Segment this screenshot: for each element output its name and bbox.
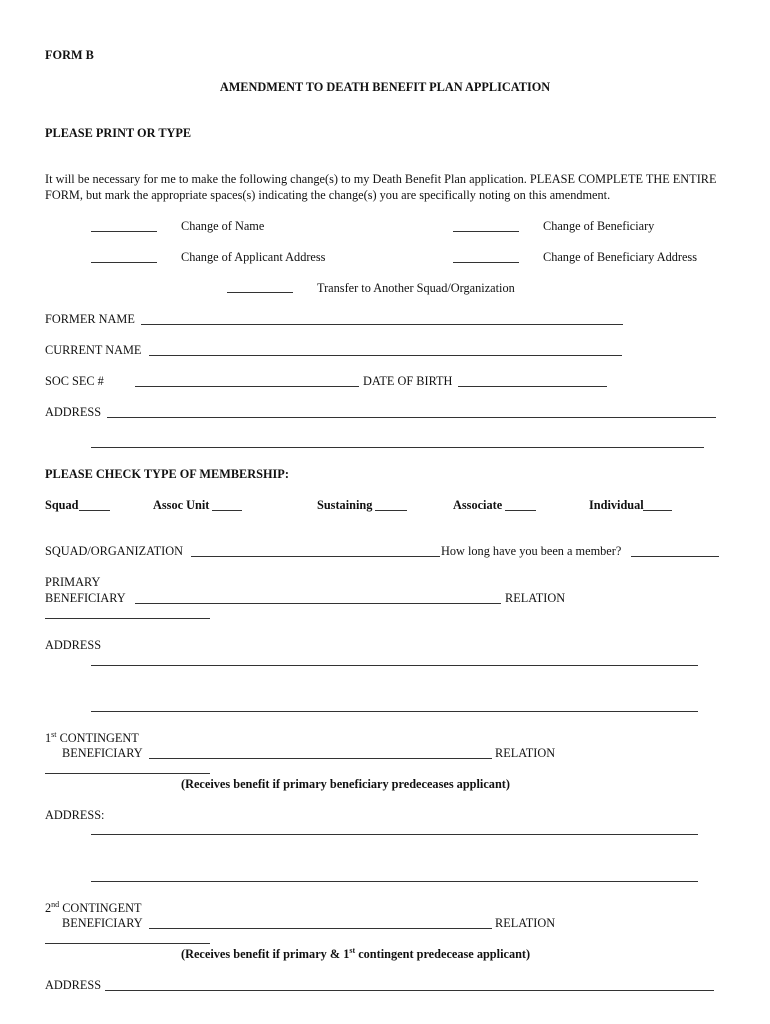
primary-label-line-1: PRIMARY: [45, 575, 101, 589]
contingent-1-beneficiary-field[interactable]: [149, 758, 492, 759]
transfer-checkbox-line[interactable]: [227, 292, 293, 293]
change-beneficiary-checkbox-line[interactable]: [453, 231, 519, 232]
contingent-1-address-field-line-1[interactable]: [91, 834, 698, 835]
contingent-2-address-field[interactable]: [105, 990, 714, 991]
soc-sec-field[interactable]: [135, 386, 359, 387]
member-duration-field[interactable]: [631, 556, 719, 557]
soc-sec-label: SOC SEC #: [45, 374, 104, 388]
membership-assoc-unit-label: Assoc Unit: [153, 498, 210, 512]
contingent-2-relation-label: RELATION: [495, 916, 556, 930]
membership-sustaining-checkbox[interactable]: [375, 510, 407, 511]
address-field-line-2[interactable]: [91, 447, 704, 448]
former-name-field[interactable]: [141, 324, 623, 325]
contingent-2-ordinal: 2: [45, 901, 52, 915]
contingent-2-title: CONTINGENT: [62, 901, 142, 915]
transfer-label: Transfer to Another Squad/Organization: [317, 281, 515, 295]
membership-squad-checkbox[interactable]: [79, 510, 110, 511]
intro-line-1: It will be necessary for me to make the following change(s) to my Death Benefit Plan application. PLEASE COMPLETE THE ENTIRE: [45, 172, 717, 186]
contingent-2-note-sup: st: [349, 946, 356, 955]
membership-associate-label: Associate: [453, 498, 503, 512]
change-applicant-address-label: Change of Applicant Address: [181, 250, 326, 264]
membership-sustaining-label: Sustaining: [317, 498, 373, 512]
contingent-1-address-label: ADDRESS:: [45, 808, 105, 822]
intro-line-2: FORM, but mark the appropriate spaces(s) indicating the change(s) you are specifically noting on this amendment.: [45, 188, 611, 202]
contingent-2-address-label: ADDRESS: [45, 978, 102, 992]
primary-relation-field[interactable]: [45, 618, 210, 619]
membership-individual-checkbox[interactable]: [643, 510, 672, 511]
address-label: ADDRESS: [45, 405, 102, 419]
contingent-1-ordinal: 1: [45, 731, 52, 745]
change-applicant-address-checkbox-line[interactable]: [91, 262, 157, 263]
contingent-2-note: [181, 947, 530, 961]
primary-label-line-2: BENEFICIARY: [45, 591, 126, 605]
date-of-birth-label: DATE OF BIRTH: [363, 374, 453, 388]
contingent-2-note-part-2: contingent predecease applicant): [355, 947, 531, 961]
squad-org-field[interactable]: [191, 556, 440, 557]
change-beneficiary-label: Change of Beneficiary: [543, 219, 655, 233]
contingent-2-beneficiary-field[interactable]: [149, 928, 492, 929]
membership-assoc-unit-checkbox[interactable]: [212, 510, 242, 511]
contingent-1-title: CONTINGENT: [59, 731, 139, 745]
member-duration-label: How long have you been a member?: [441, 544, 622, 558]
primary-address-field-line-2[interactable]: [91, 711, 698, 712]
contingent-1-relation-label: RELATION: [495, 746, 556, 760]
contingent-1-suffix: st: [51, 730, 57, 739]
change-beneficiary-address-label: Change of Beneficiary Address: [543, 250, 698, 264]
contingent-2-beneficiary-label: BENEFICIARY: [62, 916, 143, 930]
contingent-1-note: (Receives benefit if primary beneficiary predeceases applicant): [181, 777, 510, 791]
contingent-2-note-part-1: (Receives benefit if primary & 1: [181, 947, 350, 961]
contingent-2-relation-field[interactable]: [45, 943, 210, 944]
former-name-label: FORMER NAME: [45, 312, 135, 326]
contingent-1-beneficiary-label: BENEFICIARY: [62, 746, 143, 760]
current-name-field[interactable]: [149, 355, 622, 356]
contingent-2-label: [45, 901, 141, 915]
change-name-label: Change of Name: [181, 219, 265, 233]
primary-beneficiary-field[interactable]: [135, 603, 501, 604]
current-name-label: CURRENT NAME: [45, 343, 142, 357]
primary-address-label: ADDRESS: [45, 638, 102, 652]
membership-individual-label: Individual: [589, 498, 644, 512]
membership-associate-checkbox[interactable]: [505, 510, 536, 511]
primary-relation-label: RELATION: [505, 591, 566, 605]
change-beneficiary-address-checkbox-line[interactable]: [453, 262, 519, 263]
membership-heading: PLEASE CHECK TYPE OF MEMBERSHIP:: [45, 467, 289, 481]
contingent-1-address-field-line-2[interactable]: [91, 881, 698, 882]
change-name-checkbox-line[interactable]: [91, 231, 157, 232]
membership-squad-label: Squad: [45, 498, 79, 512]
primary-address-field-line-1[interactable]: [91, 665, 698, 666]
squad-org-label: SQUAD/ORGANIZATION: [45, 544, 183, 558]
contingent-2-suffix: nd: [51, 900, 60, 909]
form-title: AMENDMENT TO DEATH BENEFIT PLAN APPLICATION: [219, 80, 551, 94]
date-of-birth-field[interactable]: [458, 386, 607, 387]
contingent-1-relation-field[interactable]: [45, 773, 210, 774]
form-id: FORM B: [45, 48, 94, 62]
print-instruction: PLEASE PRINT OR TYPE: [45, 126, 192, 140]
address-field-line-1[interactable]: [107, 417, 716, 418]
contingent-1-label: [45, 731, 139, 745]
